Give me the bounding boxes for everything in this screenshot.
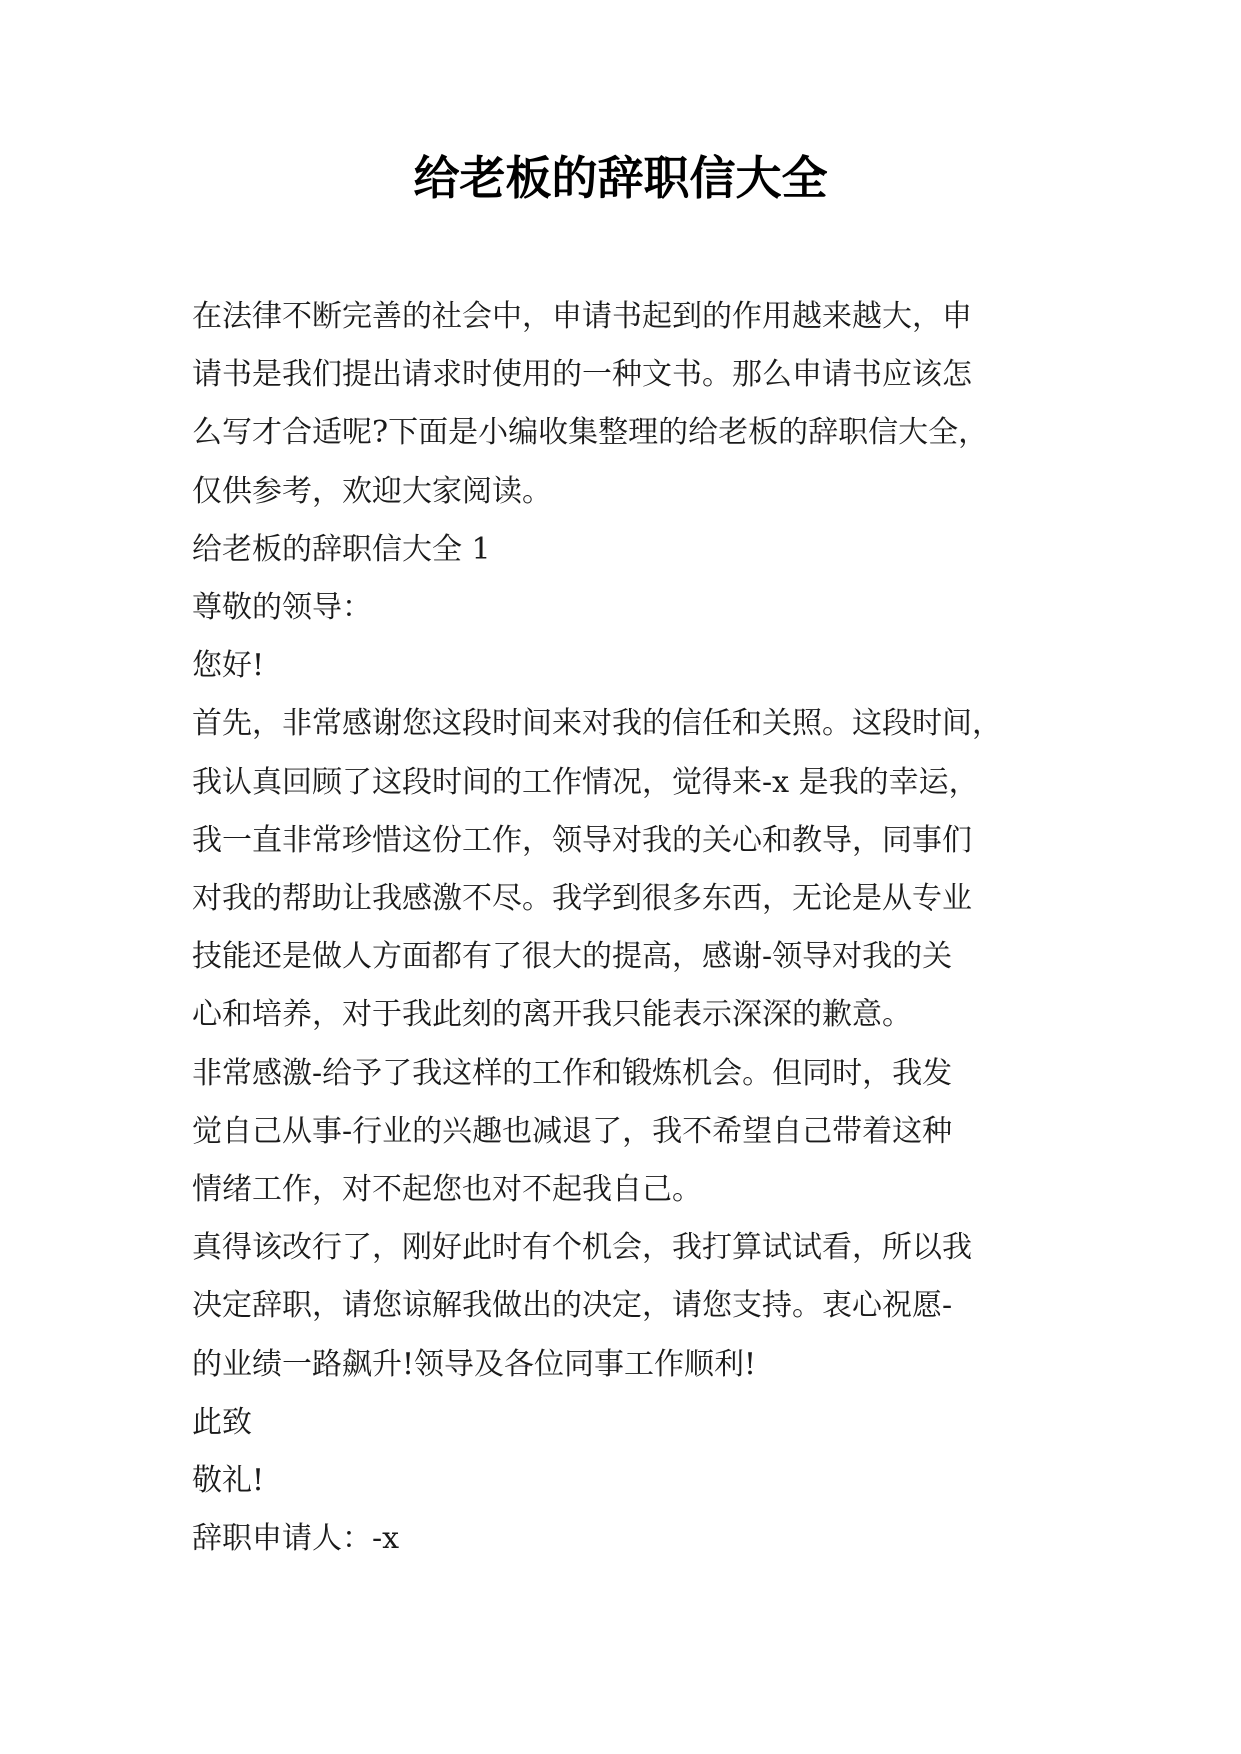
text-line: 仅供参考，欢迎大家阅读。 xyxy=(192,473,552,509)
text-line: 么写才合适呢?下面是小编收集整理的给老板的辞职信大全， xyxy=(192,415,989,451)
greeting: 您好! xyxy=(192,648,265,684)
text-line: 的业绩一路飙升!领导及各位同事工作顺利! xyxy=(192,1346,757,1382)
text-line: 对我的帮助让我感激不尽。我学到很多东西，无论是从专业 xyxy=(192,881,972,917)
text-line: 我一直非常珍惜这份工作，领导对我的关心和教导，同事们 xyxy=(192,822,972,858)
text-line: 决定辞职，请您谅解我做出的决定，请您支持。衷心祝愿- xyxy=(192,1288,953,1324)
closing-line: 此致 xyxy=(192,1404,252,1440)
text-line: 请书是我们提出请求时使用的一种文书。那么申请书应该怎 xyxy=(192,357,972,393)
document-title: 给老板的辞职信大全 xyxy=(413,151,828,205)
closing-salute: 敬礼! xyxy=(192,1463,265,1499)
text-line: 我认真回顾了这段时间的工作情况，觉得来-x 是我的幸运， xyxy=(192,764,979,800)
text-line: 在法律不断完善的社会中，申请书起到的作用越来越大，申 xyxy=(192,299,972,334)
text-line: 心和培养，对于我此刻的离开我只能表示深深的歉意。 xyxy=(192,997,912,1033)
signature-line: 辞职申请人：-x xyxy=(192,1521,400,1557)
salutation: 尊敬的领导： xyxy=(192,590,372,626)
text-line: 觉自己从事-行业的兴趣也减退了，我不希望自己带着这种 xyxy=(192,1113,953,1149)
text-line: 情绪工作，对不起您也对不起我自己。 xyxy=(192,1172,702,1208)
text-line: 非常感激-给予了我这样的工作和锻炼机会。但同时，我发 xyxy=(192,1055,953,1091)
section-heading: 给老板的辞职信大全 1 xyxy=(192,531,491,567)
document-body xyxy=(192,288,1072,1568)
text-line: 技能还是做人方面都有了很大的提高，感谢-领导对我的关 xyxy=(192,939,953,975)
text-line: 真得该改行了，刚好此时有个机会，我打算试试看，所以我 xyxy=(192,1230,972,1266)
text-line: 首先，非常感谢您这段时间来对我的信任和关照。这段时间， xyxy=(192,706,1002,742)
